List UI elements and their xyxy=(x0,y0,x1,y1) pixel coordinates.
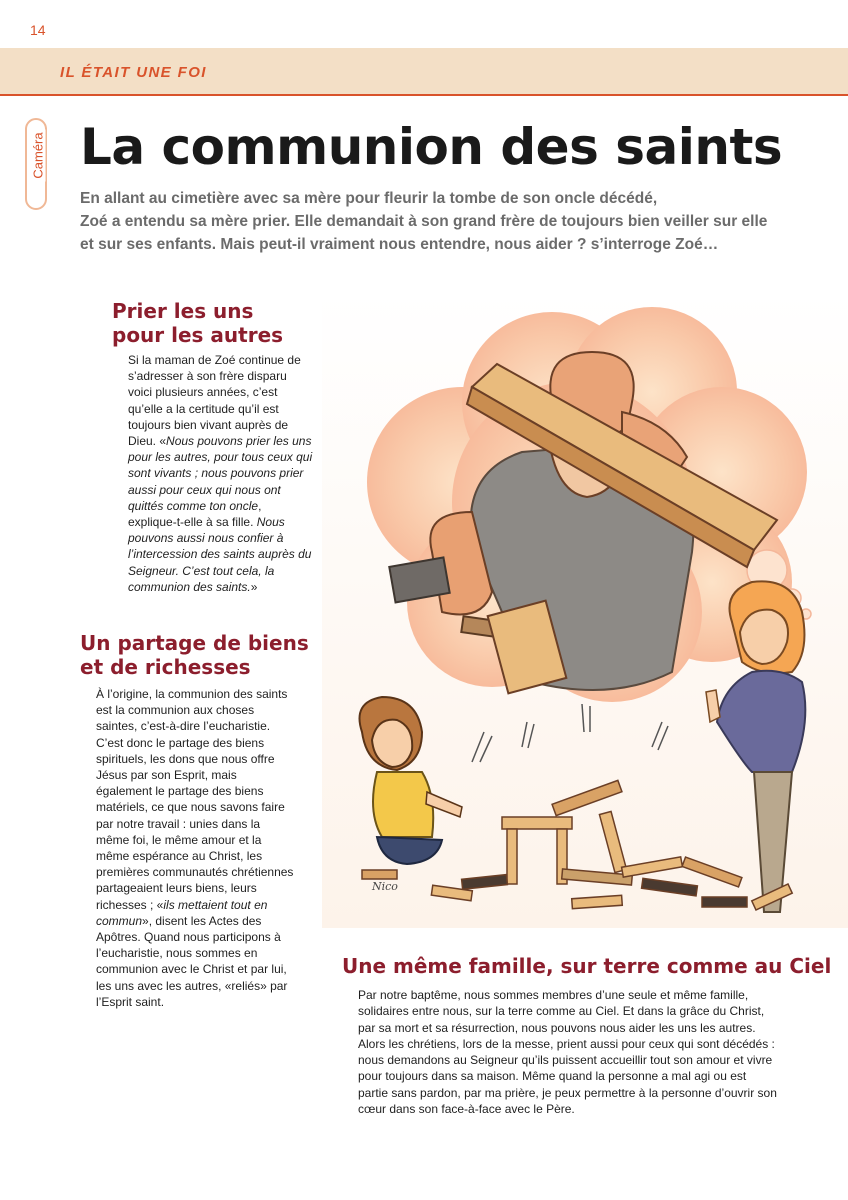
intro-paragraph xyxy=(80,187,800,256)
page-number: 14 xyxy=(30,22,46,38)
quote-run: Nous pouvons aussi nous confier à l’intercession des saints auprès du Seigneur. C’est tout cela, la communion des saints. xyxy=(128,515,312,594)
side-tab xyxy=(10,118,62,210)
heading-line: Prier les uns xyxy=(112,299,254,323)
heading-line: Un partage de biens xyxy=(80,631,309,655)
section-heading-prier xyxy=(112,299,283,347)
text-run: Si la maman de Zoé continue de s’adresser à son frère disparu voici plusieurs années, c’est qu’elle a la certitude qu’il est toujours bien vivant auprès de Dieu. « xyxy=(128,353,301,449)
intro-line: Zoé a entendu sa mère prier. Elle demandait à son grand frère de toujours bien veiller sur elle xyxy=(80,213,768,230)
page-title: La communion des saints xyxy=(80,118,783,176)
quote-run: ils mettaient tout en commun xyxy=(96,897,268,928)
rubric-label: IL ÉTAIT UNE FOI xyxy=(60,64,207,81)
text-run: , explique-t-elle à sa fille. xyxy=(128,498,262,530)
side-tab-label: Caméra xyxy=(31,130,46,182)
heading-line: et de richesses xyxy=(80,655,251,679)
quote-run: Nous pouvons prier les uns pour les autres, pour tous ceux qui sont vivants ; nous pouvons prier aussi pour ceux qui nous ont quittés comme ton oncle xyxy=(128,434,313,513)
section-text-partage xyxy=(96,686,296,1010)
section-heading-famille: Une même famille, sur terre comme au Ciel xyxy=(342,954,832,978)
section-text-prier xyxy=(128,352,313,595)
artist-signature: Nico xyxy=(372,880,398,893)
intro-line: et sur ses enfants. Mais peut-il vraiment nous entendre, nous aider ? s’interroge Zoé… xyxy=(80,236,719,253)
section-text-famille: Par notre baptême, nous sommes membres d’une seule et même famille, solidaires entre nous, sur la terre comme au Ciel. Et dans la grâce du Christ, par sa mort et sa résurrection, nous pouvons nous aider les uns les autres. Alors les chrétiens, lors de la messe, prient aussi pour ceux qui sont décédés : nous demandons au Seigneur qu’ils puissent accueillir tout son amour et vivre pour toujours dans sa maison. Même quand la personne a mal agi ou est partie sans pardon, par ma prière, je peux permettre à la personne d’ouvrir son cœur dans son face-à-face avec le Père. xyxy=(358,988,777,1117)
text-run: » xyxy=(250,579,258,594)
text-run: », disent les Actes des Apôtres. Quand nous participons à l’eucharistie, nous sommes en communion avec le Christ et par lui, les uns avec les autres, «reliés» par l’Esprit saint. xyxy=(96,913,288,1009)
intro-line: En allant au cimetière avec sa mère pour fleurir la tombe de son oncle décédé, xyxy=(80,190,658,207)
section-heading-partage xyxy=(80,631,309,679)
heading-line: pour les autres xyxy=(112,323,284,347)
header-band xyxy=(0,48,848,96)
illustration-thought-bubble-scene xyxy=(322,292,848,928)
text-run: À l’origine, la communion des saints est la communion aux choses saintes, c’est-à-dire l’eucharistie. C’est donc le partage des biens spirituels, les dons que nous offre Jésus par son Esprit, mais également le partage des biens matériels, ce que nous savons faire par notre travail : unies dans la même foi, le même amour et la même espérance au Christ, les premières communautés chrétiennes partageaient leurs biens, leurs richesses ; « xyxy=(96,687,294,912)
